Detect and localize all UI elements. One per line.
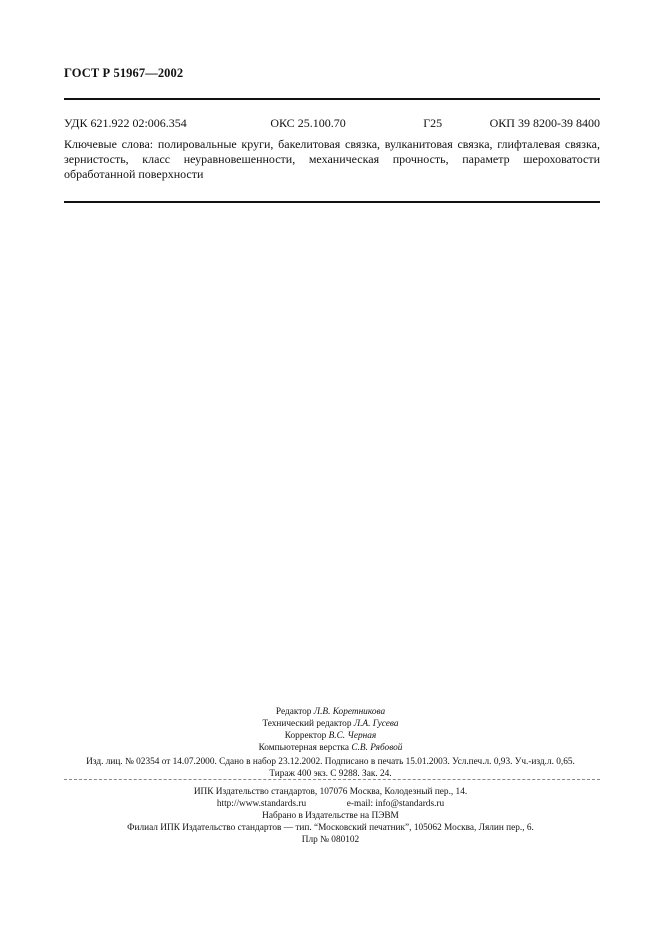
tech-editor-line xyxy=(0,718,661,730)
group-code: Г25 xyxy=(423,116,443,130)
document-header: ГОСТ Р 51967—2002 xyxy=(64,66,184,80)
publisher-line-4: Филиал ИПК Издательство стандартов — тип. “Московский печатник”, 105062 Москва, Лялин пер., 6. xyxy=(127,823,534,833)
editor-name: Л.В. Коретникова xyxy=(313,707,386,717)
udk-code: УДК 621.922 02:006.354 xyxy=(64,116,187,130)
separator-dashes xyxy=(64,779,600,780)
layout-role: Компьютерная верстка xyxy=(258,743,350,753)
publisher-block xyxy=(0,786,661,846)
publisher-line-1: ИПК Издательство стандартов, 107076 Москва, Колодезный пер., 14. xyxy=(193,787,468,797)
corrector-line xyxy=(0,730,661,742)
bottom-rule xyxy=(64,201,600,203)
editor-role: Редактор xyxy=(275,707,312,717)
publisher-line-3: Набрано в Издательстве на ПЭВМ xyxy=(262,811,399,821)
editors-block xyxy=(0,706,661,754)
corrector-role: Корректор xyxy=(284,731,327,741)
tech-editor-name: Л.А. Гусева xyxy=(353,719,399,729)
print-info-line-1: Изд. лиц. № 02354 от 14.07.2000. Сдано в набор 23.12.2002. Подписано в печать 15.01.2003. Усл.печ.л. 0,93. Уч.-изд.л. 0,65. xyxy=(86,757,575,767)
classification-codes xyxy=(64,116,600,131)
layout-name: С.В. Рябовой xyxy=(351,743,403,753)
layout-line xyxy=(0,742,661,754)
tech-editor-role: Технический редактор xyxy=(262,719,352,729)
publisher-email: e-mail: info@standards.ru xyxy=(346,799,445,809)
publisher-contacts xyxy=(0,798,661,810)
print-info-line-2: Тираж 400 экз. С 9288. Зак. 24. xyxy=(269,769,392,779)
publisher-line-5: Плр № 080102 xyxy=(301,835,360,845)
okp-code: ОКП 39 8200-39 8400 xyxy=(489,116,600,130)
corrector-name: В.С. Черная xyxy=(328,731,377,741)
print-info-block xyxy=(0,756,661,780)
top-rule xyxy=(64,98,600,100)
publisher-site: http://www.standards.ru xyxy=(216,799,307,809)
editor-line xyxy=(0,706,661,718)
keywords-paragraph: Ключевые слова: полировальные круги, бакелитовая связка, вулканитовая связка, глифталевая связка, зернистость, класс неуравновешенности, механическая прочность, параметр шероховатости обработанной поверхности xyxy=(64,137,600,181)
oks-code: ОКС 25.100.70 xyxy=(270,116,346,130)
